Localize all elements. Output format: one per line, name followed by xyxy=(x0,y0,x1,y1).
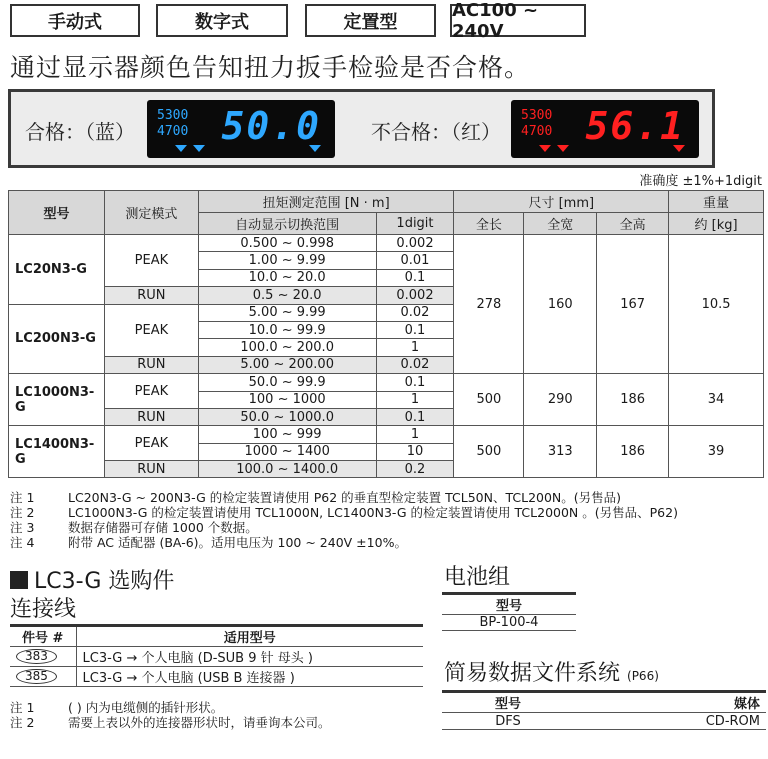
indicator-icon xyxy=(175,145,187,152)
mode-cell: RUN xyxy=(104,356,198,373)
model-cell: LC1400N3-G xyxy=(9,426,105,478)
digit-cell: 0.002 xyxy=(376,235,454,252)
header-weight: 重量 xyxy=(669,191,764,213)
width-cell: 160 xyxy=(524,235,597,374)
pass-value: 50.0 xyxy=(221,104,321,148)
mode-cell: RUN xyxy=(104,408,198,425)
table-row xyxy=(9,235,764,252)
header-digit: 1digit xyxy=(376,213,454,235)
range-cell: 100.0 ~ 1400.0 xyxy=(198,461,376,478)
note-line: 注 4 附带 AC 适配器 (BA-6)。适用电压为 100 ~ 240V ±10%。 xyxy=(10,535,407,550)
digit-cell: 0.1 xyxy=(376,408,454,425)
digit-cell: 0.1 xyxy=(376,374,454,391)
header-size: 尺寸 [mm] xyxy=(454,191,669,213)
range-cell: 10.0 ~ 99.9 xyxy=(198,321,376,338)
battery-title: 电池组 xyxy=(444,565,511,590)
dfs-title: 简易数据文件系统 (P66) xyxy=(444,661,659,686)
digit-cell: 0.01 xyxy=(376,252,454,269)
header-height: 全高 xyxy=(597,213,669,235)
dfs-media: CD-ROM xyxy=(574,713,766,730)
tag-digital: 数字式 xyxy=(156,4,288,37)
model-cell: LC200N3-G xyxy=(9,304,105,374)
digit-cell: 1 xyxy=(376,426,454,443)
digit-cell: 0.1 xyxy=(376,269,454,286)
digit-cell: 1 xyxy=(376,391,454,408)
note-line: 注 1 LC20N3-G ~ 200N3-G 的检定装置请使用 P62 的垂直型检定装置 TCL50N、TCL200N。(另售品) xyxy=(10,490,622,505)
digit-cell: 0.02 xyxy=(376,356,454,373)
table-row xyxy=(9,374,764,391)
height-cell: 167 xyxy=(597,235,669,374)
square-bullet-icon xyxy=(10,571,28,589)
header-length: 全长 xyxy=(454,213,524,235)
range-cell: 100.0 ~ 200.0 xyxy=(198,339,376,356)
fail-display xyxy=(511,100,699,158)
header-auto-range: 自动显示切换范围 xyxy=(198,213,376,235)
dfs-page-ref: (P66) xyxy=(627,669,659,683)
tag-voltage: AC100 ~ 240V xyxy=(450,4,586,37)
table-row xyxy=(442,713,766,730)
tag-manual: 手动式 xyxy=(10,4,140,37)
pass-upper-limit: 5300 xyxy=(157,108,189,123)
display-panel xyxy=(8,89,715,168)
digit-cell: 0.002 xyxy=(376,287,454,304)
table-row xyxy=(442,615,576,631)
pass-display xyxy=(147,100,335,158)
mode-cell: PEAK xyxy=(104,426,198,461)
fail-lower-limit: 4700 xyxy=(521,124,553,139)
weight-cell: 34 xyxy=(669,374,764,426)
mode-cell: RUN xyxy=(104,461,198,478)
spec-table xyxy=(8,190,764,478)
note-line: 注 1 ( ) 内为电缆侧的插针形状。 xyxy=(10,700,224,715)
length-cell: 278 xyxy=(454,235,524,374)
range-cell: 50.0 ~ 99.9 xyxy=(198,374,376,391)
range-cell: 10.0 ~ 20.0 xyxy=(198,269,376,286)
fail-value: 56.1 xyxy=(585,104,685,148)
header-model: 型号 xyxy=(442,594,576,615)
header-model: 型号 xyxy=(442,692,574,713)
accuracy-note: 准确度 ±1%+1digit xyxy=(639,174,762,189)
header-mode: 测定模式 xyxy=(104,191,198,235)
range-cell: 0.5 ~ 20.0 xyxy=(198,287,376,304)
indicator-icon xyxy=(309,145,321,152)
indicator-icon xyxy=(193,145,205,152)
length-cell: 500 xyxy=(454,374,524,426)
mode-cell: PEAK xyxy=(104,374,198,409)
height-cell: 186 xyxy=(597,374,669,426)
cable-title: 连接线 xyxy=(10,597,77,622)
mode-cell: PEAK xyxy=(104,235,198,287)
fail-label: 不合格：（红） xyxy=(371,120,501,144)
width-cell: 313 xyxy=(524,426,597,478)
indicator-icon xyxy=(673,145,685,152)
cable-description: LC3-G → 个人电脑 (USB B 连接器 ) xyxy=(76,667,423,687)
header-weight-unit: 约 [kg] xyxy=(669,213,764,235)
header-part-no: 件号 # xyxy=(10,626,76,647)
part-number-badge: 385 xyxy=(16,669,57,684)
indicator-icon xyxy=(539,145,551,152)
range-cell: 5.00 ~ 200.00 xyxy=(198,356,376,373)
range-cell: 50.0 ~ 1000.0 xyxy=(198,408,376,425)
header-width: 全宽 xyxy=(524,213,597,235)
header-model: 型号 xyxy=(9,191,105,235)
options-title: LC3-G 选购件 xyxy=(10,564,174,595)
width-cell: 290 xyxy=(524,374,597,426)
cable-notes xyxy=(10,700,331,730)
battery-model: BP-100-4 xyxy=(442,615,576,631)
mode-cell: RUN xyxy=(104,287,198,304)
spec-notes xyxy=(10,490,678,550)
battery-table xyxy=(442,592,576,631)
range-cell: 100 ~ 1000 xyxy=(198,391,376,408)
note-line: 注 2 LC1000N3-G 的检定装置请使用 TCL1000N, LC1400N3-G 的检定装置请使用 TCL2000N 。(另售品、P62) xyxy=(10,505,678,520)
cable-description: LC3-G → 个人电脑 (D-SUB 9 针 母头 ) xyxy=(76,647,423,667)
pass-lower-limit: 4700 xyxy=(157,124,189,139)
note-line: 注 3 数据存储器可存储 1000 个数据。 xyxy=(10,520,258,535)
table-row xyxy=(10,667,423,687)
model-cell: LC20N3-G xyxy=(9,235,105,305)
fail-upper-limit: 5300 xyxy=(521,108,553,123)
digit-cell: 1 xyxy=(376,339,454,356)
header-applicable-model: 适用型号 xyxy=(76,626,423,647)
range-cell: 0.500 ~ 0.998 xyxy=(198,235,376,252)
pass-label: 合格：（蓝） xyxy=(25,120,135,144)
digit-cell: 0.2 xyxy=(376,461,454,478)
tag-fixed: 定置型 xyxy=(305,4,436,37)
length-cell: 500 xyxy=(454,426,524,478)
digit-cell: 0.1 xyxy=(376,321,454,338)
range-cell: 5.00 ~ 9.99 xyxy=(198,304,376,321)
headline: 通过显示器颜色告知扭力扳手检验是否合格。 xyxy=(10,53,531,82)
cable-table xyxy=(10,624,423,687)
digit-cell: 10 xyxy=(376,443,454,460)
weight-cell: 39 xyxy=(669,426,764,478)
digit-cell: 0.02 xyxy=(376,304,454,321)
dfs-model: DFS xyxy=(442,713,574,730)
weight-cell: 10.5 xyxy=(669,235,764,374)
dfs-table xyxy=(442,690,766,730)
indicator-icon xyxy=(557,145,569,152)
header-range: 扭矩测定范围 [N · m] xyxy=(198,191,454,213)
note-line: 注 2 需要上表以外的连接器形状时，请垂询本公司。 xyxy=(10,715,331,730)
range-cell: 100 ~ 999 xyxy=(198,426,376,443)
header-media: 媒体 xyxy=(574,692,766,713)
mode-cell: PEAK xyxy=(104,304,198,356)
table-row xyxy=(10,647,423,667)
height-cell: 186 xyxy=(597,426,669,478)
model-cell: LC1000N3-G xyxy=(9,374,105,426)
range-cell: 1.00 ~ 9.99 xyxy=(198,252,376,269)
table-row xyxy=(9,426,764,443)
range-cell: 1000 ~ 1400 xyxy=(198,443,376,460)
part-number-badge: 383 xyxy=(16,649,57,664)
